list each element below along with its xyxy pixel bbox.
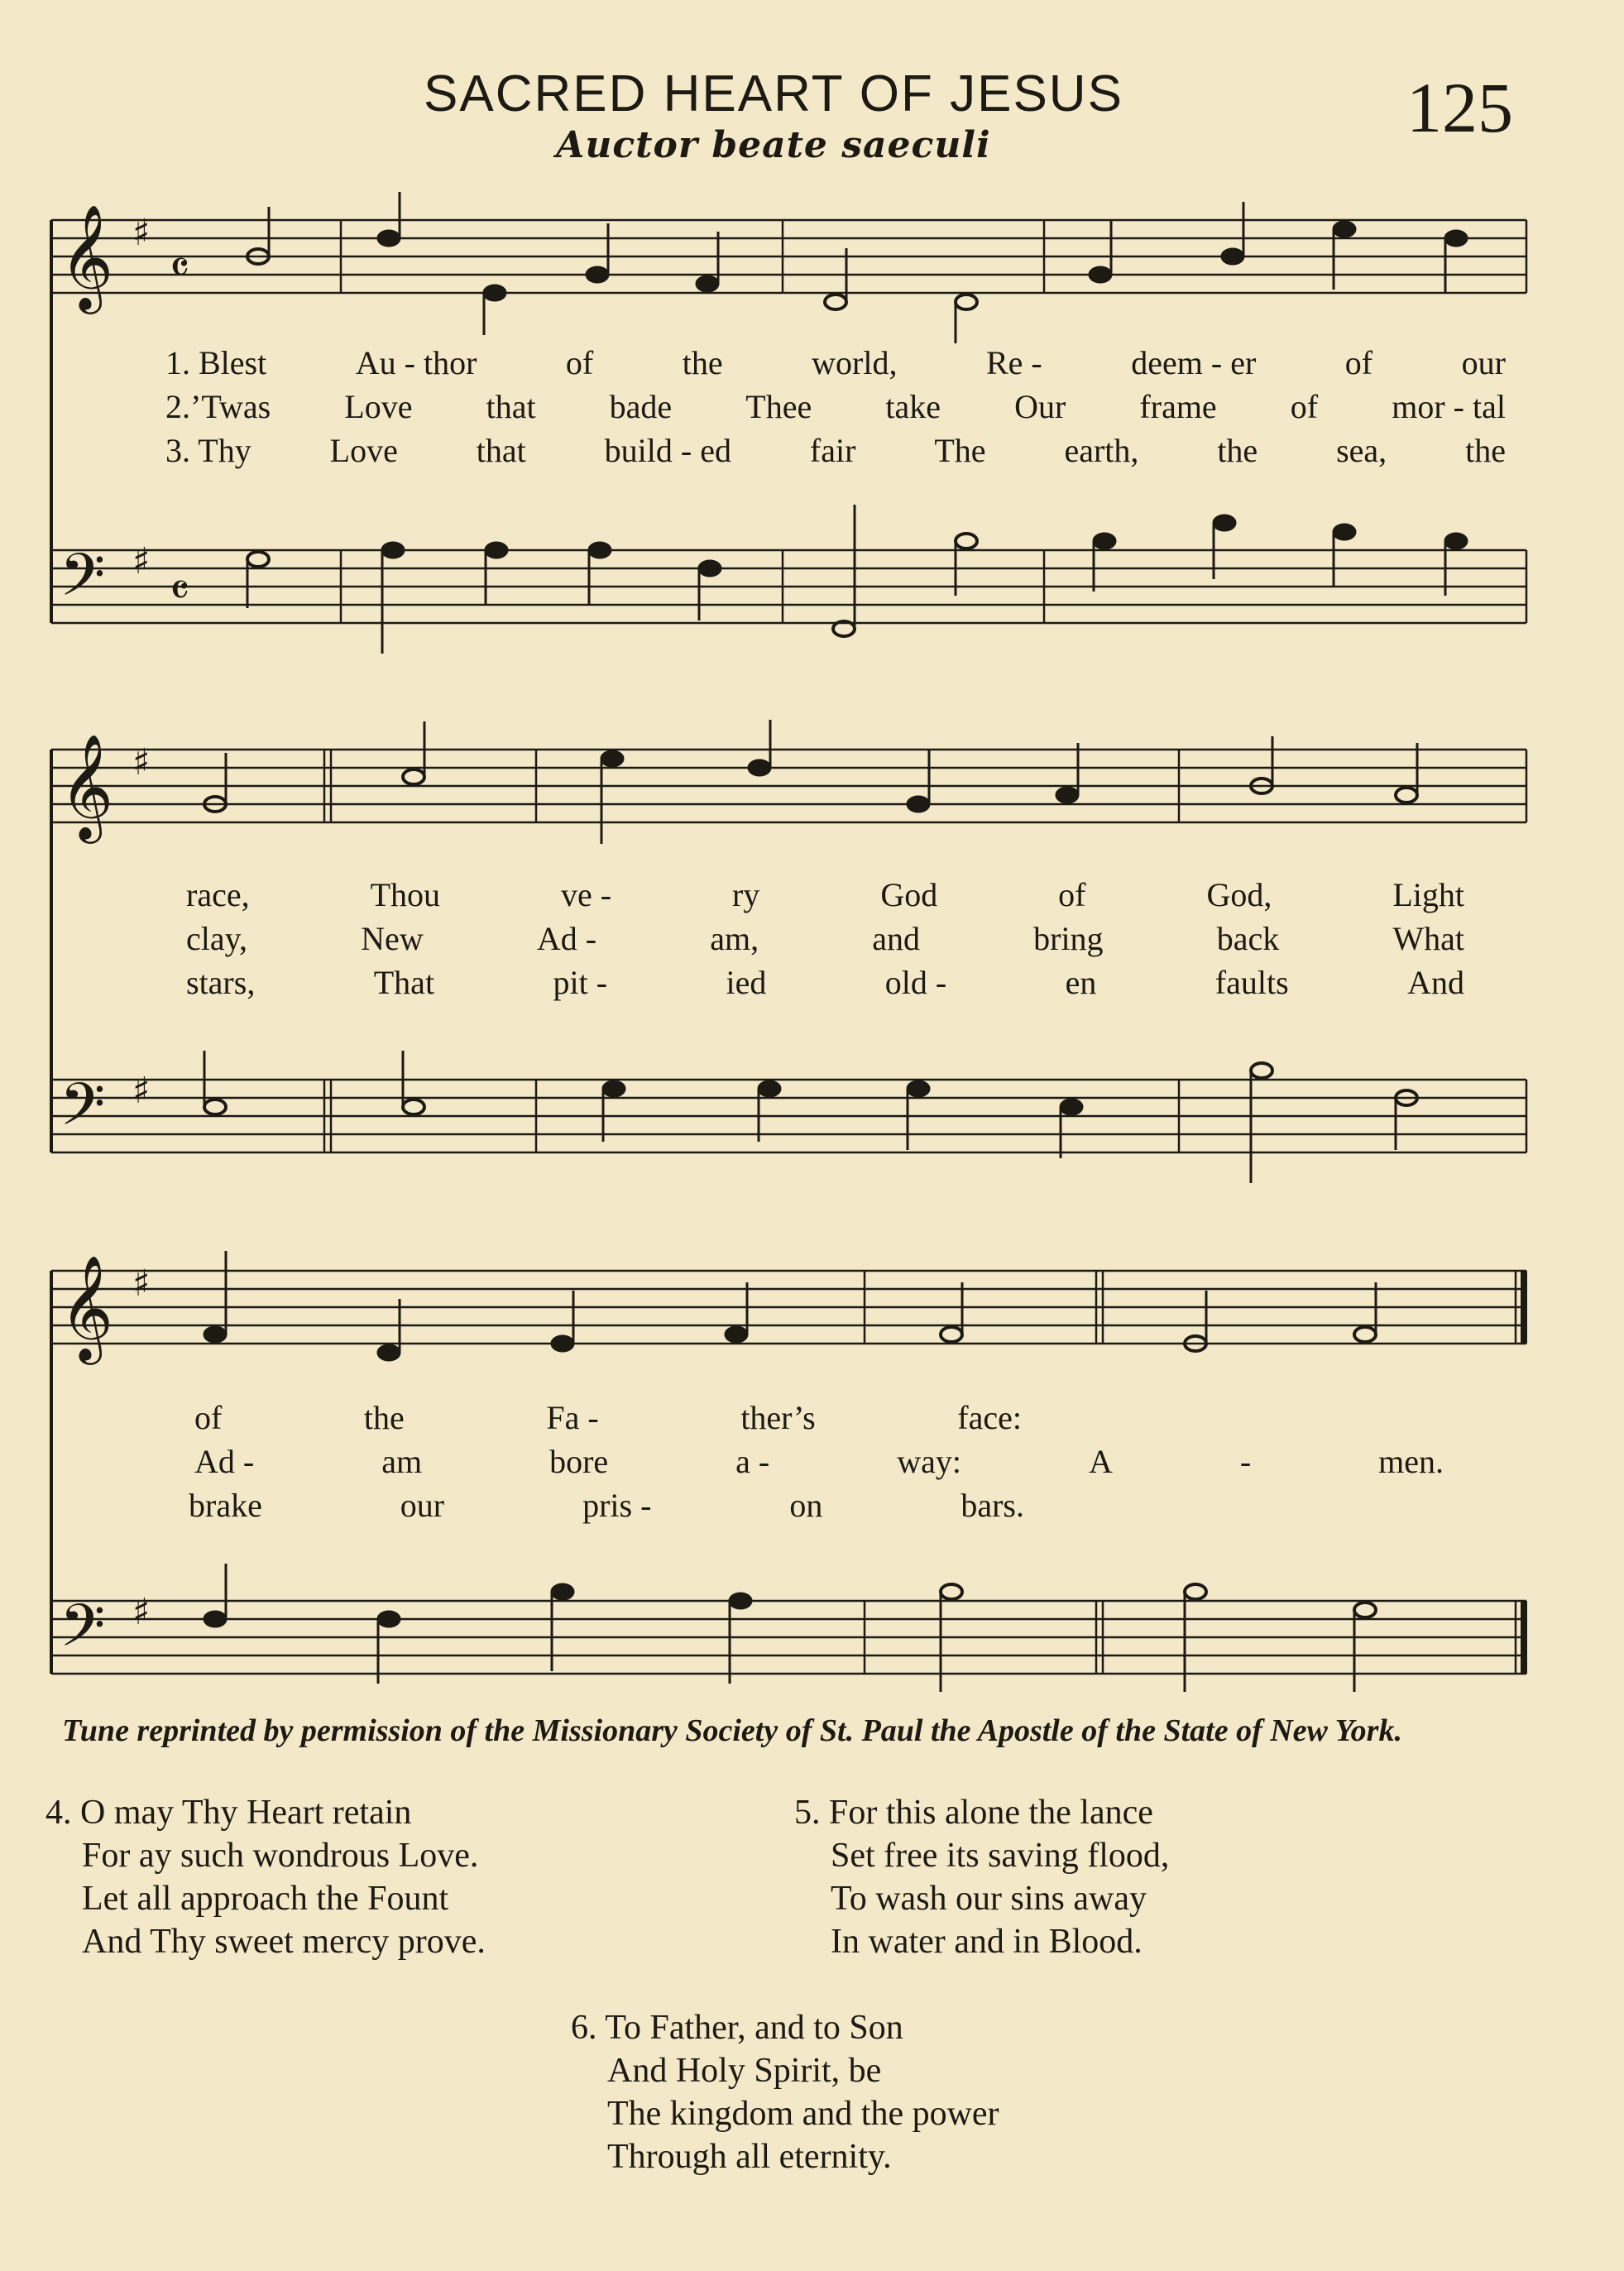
- bass-clef-icon: 𝄢: [60, 541, 106, 624]
- lyric-syllable: of: [565, 344, 594, 381]
- lyric-syllable: stars,: [186, 964, 256, 1001]
- lyric-row-1-2: [165, 387, 1506, 426]
- lyric-syllable: race,: [186, 876, 250, 913]
- lyric-syllable: 1. Blest: [165, 344, 267, 381]
- lyric-syllable: faults: [1214, 964, 1289, 1001]
- lyric-syllable: bring: [1033, 920, 1104, 957]
- tune-credit: Tune reprinted by permission of the Missionary Society of St. Paul the Apostle of the State of New York.: [62, 1713, 1402, 1748]
- lyric-syllable: the: [363, 1399, 405, 1436]
- lyric-row-2-3: [186, 963, 1464, 1002]
- lyric-syllable: 3. Thy: [165, 432, 252, 469]
- lyric-syllable: bade: [609, 388, 673, 425]
- verse-line: In water and in Blood.: [831, 1923, 1143, 1961]
- lyric-syllable: sea,: [1336, 432, 1387, 469]
- lyric-syllable: a -: [735, 1443, 770, 1480]
- lyric-syllable: am,: [710, 920, 759, 957]
- lyric-syllable: New: [361, 920, 424, 957]
- lyric-syllable: What: [1392, 920, 1464, 957]
- lyric-syllable: Ad -: [536, 920, 597, 957]
- lyric-syllable: on: [789, 1487, 823, 1524]
- treble-clef-icon: 𝄞: [60, 204, 114, 309]
- lyric-syllable: A: [1088, 1443, 1113, 1480]
- lyric-syllable: ve -: [560, 876, 612, 913]
- verse-line: Set free its saving flood,: [831, 1837, 1170, 1875]
- lyric-syllable: And: [1407, 964, 1464, 1001]
- treble-clef-icon: 𝄞: [60, 1254, 114, 1360]
- lyric-syllable: way:: [897, 1443, 961, 1480]
- verse-line: For ay such wondrous Love.: [82, 1837, 479, 1875]
- verse-5: [794, 1791, 1169, 1963]
- lyric-syllable: ry: [732, 876, 760, 913]
- verse-line: 4. O may Thy Heart retain: [46, 1794, 412, 1832]
- lyric-syllable: -: [1239, 1443, 1252, 1480]
- verse-line: To wash our sins away: [831, 1880, 1147, 1918]
- lyric-syllable: the: [682, 344, 723, 381]
- key-signature-sharp-icon: ♯: [132, 212, 151, 254]
- lyric-syllable: en: [1065, 964, 1097, 1001]
- lyric-syllable: Ad -: [194, 1443, 255, 1480]
- lyric-syllable: frame: [1139, 388, 1217, 425]
- lyric-syllable: and: [872, 920, 920, 957]
- hymn-title: SACRED HEART OF JESUS: [424, 65, 1123, 122]
- lyric-syllable: Au - thor: [355, 344, 477, 381]
- lyric-syllable: earth,: [1064, 432, 1139, 469]
- svg-text:♯: ♯: [132, 1591, 151, 1633]
- lyric-syllable: of: [1344, 344, 1373, 381]
- verse-line: And Holy Spirit, be: [607, 2052, 882, 2090]
- lyric-syllable: of: [1058, 876, 1086, 913]
- lyric-row-3-2: [194, 1442, 1444, 1481]
- bass-clef-icon: 𝄢: [60, 1071, 106, 1153]
- lyric-syllable: our: [1461, 344, 1506, 381]
- hymn-subtitle: Auctor beate saeculi: [556, 124, 991, 166]
- lyric-syllable: God,: [1206, 876, 1272, 913]
- lyric-row-1-1: [165, 343, 1506, 382]
- verse-6: [571, 2006, 999, 2178]
- svg-text:♯: ♯: [132, 1070, 151, 1112]
- lyric-syllable: Thee: [745, 388, 812, 425]
- lyric-syllable: fair: [809, 432, 856, 469]
- svg-text:♯: ♯: [132, 540, 151, 582]
- lyric-syllable: world,: [812, 344, 898, 381]
- bass-clef-icon: 𝄢: [60, 1592, 106, 1675]
- lyric-syllable: pris -: [582, 1487, 652, 1524]
- lyric-syllable: mor - tal: [1392, 388, 1506, 425]
- lyric-syllable: of: [194, 1399, 223, 1436]
- lyric-syllable: God: [880, 876, 938, 913]
- lyric-syllable: Fa -: [546, 1399, 599, 1436]
- lyric-syllable: back: [1216, 920, 1280, 957]
- lyric-syllable: deem - er: [1131, 344, 1257, 381]
- lyric-syllable: pit -: [553, 964, 608, 1001]
- lyric-syllable: am: [381, 1443, 423, 1480]
- lyric-syllable: build - ed: [604, 432, 731, 469]
- lyric-syllable: the: [1465, 432, 1506, 469]
- lyric-syllable: take: [885, 388, 941, 425]
- lyric-syllable: bars.: [961, 1487, 1024, 1524]
- lyric-syllable: men.: [1378, 1443, 1444, 1480]
- lyric-syllable: Thou: [370, 876, 440, 913]
- lyric-syllable: old -: [884, 964, 947, 1001]
- treble-clef-icon: 𝄞: [60, 733, 114, 839]
- lyric-syllable: the: [1217, 432, 1258, 469]
- lyric-row-1-3: [165, 431, 1506, 470]
- lyric-syllable: That: [373, 964, 435, 1001]
- verse-line: 5. For this alone the lance: [794, 1794, 1153, 1832]
- lyric-row-2-1: [186, 875, 1464, 914]
- lyric-syllable: Re -: [985, 344, 1042, 381]
- svg-text:𝄴: 𝄴: [170, 564, 190, 616]
- lyric-syllable: The: [934, 432, 986, 469]
- lyric-row-3-1: [194, 1398, 1022, 1437]
- lyric-syllable: face:: [957, 1399, 1022, 1436]
- svg-text:♯: ♯: [132, 1262, 151, 1305]
- lyric-syllable: ther’s: [740, 1399, 816, 1436]
- verse-line: The kingdom and the power: [607, 2095, 999, 2133]
- lyric-syllable: of: [1290, 388, 1319, 425]
- lyric-syllable: Our: [1014, 388, 1066, 425]
- lyric-syllable: brake: [189, 1487, 262, 1524]
- svg-text:♯: ♯: [132, 741, 151, 783]
- lyric-syllable: clay,: [186, 920, 248, 957]
- lyric-syllable: that: [476, 432, 526, 469]
- lyric-syllable: 2.’Twas: [165, 388, 271, 425]
- page-number: 125: [1406, 68, 1513, 147]
- lyric-syllable: Love: [344, 388, 413, 425]
- common-time-icon: 𝄴: [170, 242, 190, 294]
- lyric-row-3-3: [189, 1486, 1024, 1525]
- lyric-syllable: our: [400, 1487, 445, 1524]
- verse-line: And Thy sweet mercy prove.: [82, 1923, 486, 1961]
- lyric-syllable: Love: [329, 432, 398, 469]
- lyric-syllable: Light: [1392, 876, 1464, 913]
- verse-line: Through all eternity.: [607, 2138, 892, 2176]
- verse-line: 6. To Father, and to Son: [571, 2009, 903, 2047]
- lyric-syllable: bore: [549, 1443, 609, 1480]
- verse-line: Let all approach the Fount: [82, 1880, 449, 1918]
- verse-4: [46, 1791, 486, 1963]
- lyric-syllable: ied: [726, 964, 767, 1001]
- lyric-syllable: that: [486, 388, 536, 425]
- lyric-row-2-2: [186, 919, 1464, 958]
